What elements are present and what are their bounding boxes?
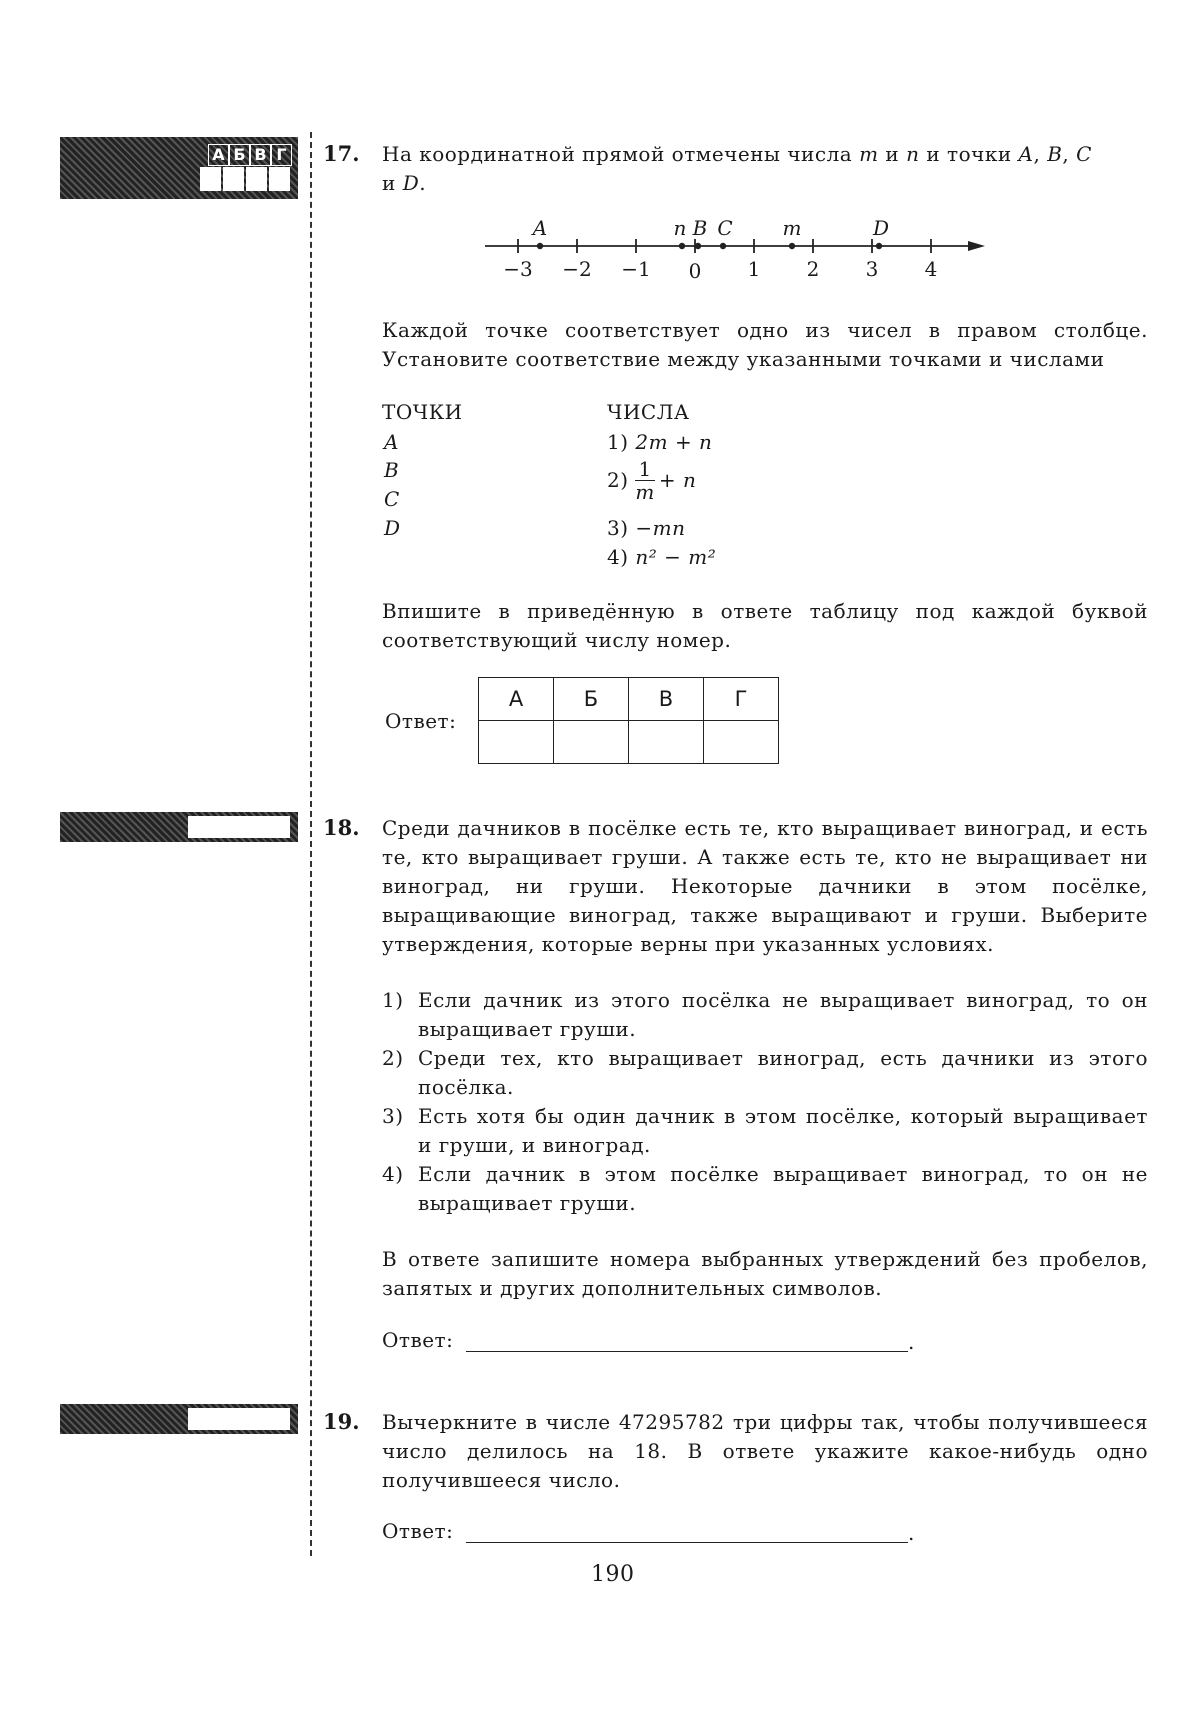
tick-label: −2	[562, 257, 592, 281]
number-option-1: 1) 2m + n	[607, 430, 713, 454]
answer-cell[interactable]	[704, 721, 779, 764]
answer-header: Б	[554, 678, 629, 721]
number-option-2: 2) $\frac{1}{m}$ + n	[607, 457, 697, 504]
answer-header: А	[479, 678, 554, 721]
point-b	[695, 243, 701, 249]
point-label: D	[872, 216, 890, 240]
q17-answer-tag	[60, 137, 298, 199]
point-item: A	[384, 430, 399, 454]
q19-text: Вычеркните в числе 47295782 три цифры так, чтобы получившееся число делилось на 18. В ответе укажите какое-нибудь одно получившееся число.	[382, 1410, 1148, 1492]
point-label: B	[692, 216, 708, 240]
point-d	[876, 243, 882, 249]
tag-letter: А	[208, 144, 229, 166]
tick-label: −3	[503, 257, 533, 281]
tick-label: 2	[806, 257, 820, 281]
q19-answer-label: Ответ:	[382, 1519, 454, 1543]
tick-label: −1	[621, 257, 651, 281]
q18-instruction: В ответе запишите номера выбранных утверждений без пробелов, запятых и других дополнительных символов.	[382, 1247, 1148, 1300]
point-label: C	[717, 216, 733, 240]
point-n	[679, 243, 685, 249]
point-label: A	[532, 216, 548, 240]
q19-number: 19.	[323, 1409, 360, 1434]
point-item: C	[384, 487, 400, 511]
point-a	[537, 243, 543, 249]
q19-answer-line[interactable]	[466, 1542, 908, 1543]
q19-answer-tag	[60, 1404, 298, 1434]
col-points-header: ТОЧКИ	[382, 400, 463, 424]
answer-cell[interactable]	[479, 721, 554, 764]
answer-cell[interactable]	[554, 721, 629, 764]
q18-answer-line[interactable]	[466, 1351, 908, 1352]
answer-header: Г	[704, 678, 779, 721]
page-number: 190	[591, 1562, 635, 1587]
q17-number: 17.	[323, 141, 360, 166]
col-numbers-header: ЧИСЛА	[607, 400, 690, 424]
answer-cell[interactable]	[629, 721, 704, 764]
q17-instruction: Каждой точке соответствует одно из чисел в правом столбце. Установите соответствие между указанными точками и числами	[382, 318, 1148, 371]
number-option-3: 3) −mn	[607, 516, 686, 540]
tag-letter: В	[250, 144, 271, 166]
number-line	[470, 210, 990, 290]
q18-text: Среди дачников в посёлке есть те, кто выращивает виноград, и есть те, кто выращивает груши. А также есть те, кто не выращивает ни виноград, ни груши. Некоторые дачники в этом посёлке, выращивающие виноград, также выращивают и груши. Выберите утверждения, которые верны при указанных условиях.	[382, 816, 1148, 956]
point-m	[789, 243, 795, 249]
q18-option: 4) Если дачник в этом посёлке выращивает виноград, то он не выращивает груши.	[382, 1162, 1148, 1215]
q17-answer-table	[478, 677, 779, 764]
q18-option: 3) Есть хотя бы один дачник в этом посёлке, который выращивает и груши, и виноград.	[382, 1104, 1148, 1157]
q18-option: 1) Если дачник из этого посёлка не выращивает виноград, то он выращивает груши.	[382, 988, 1148, 1041]
answer-header: В	[629, 678, 704, 721]
cut-line	[310, 132, 312, 1556]
tick-label: 4	[924, 257, 938, 281]
point-label: n	[673, 216, 687, 240]
tick-label: 0	[688, 259, 702, 283]
number-option-4: 4) n² − m²	[607, 545, 717, 569]
q17-statement: На координатной прямой отмечены числа m и n и точки A, B, C и D.	[382, 142, 1092, 195]
point-item: D	[384, 516, 401, 540]
q18-option: 2) Среди тех, кто выращивает виноград, есть дачники из этого посёлка.	[382, 1046, 1148, 1099]
point-item: B	[384, 458, 400, 482]
q18-number: 18.	[323, 815, 360, 840]
q17-answer-label: Ответ:	[385, 709, 457, 733]
q17-fill-instruction: Впишите в приведённую в ответе таблицу под каждой буквой соответствующий числу номер.	[382, 599, 1148, 652]
point-label: m	[782, 216, 802, 240]
tag-letter: Б	[229, 144, 250, 166]
tick-label: 3	[865, 257, 879, 281]
tag-letter: Г	[271, 144, 292, 166]
tick-label: 1	[747, 257, 761, 281]
q18-answer-tag	[60, 812, 298, 842]
point-c	[720, 243, 726, 249]
q18-answer-label: Ответ:	[382, 1328, 454, 1352]
